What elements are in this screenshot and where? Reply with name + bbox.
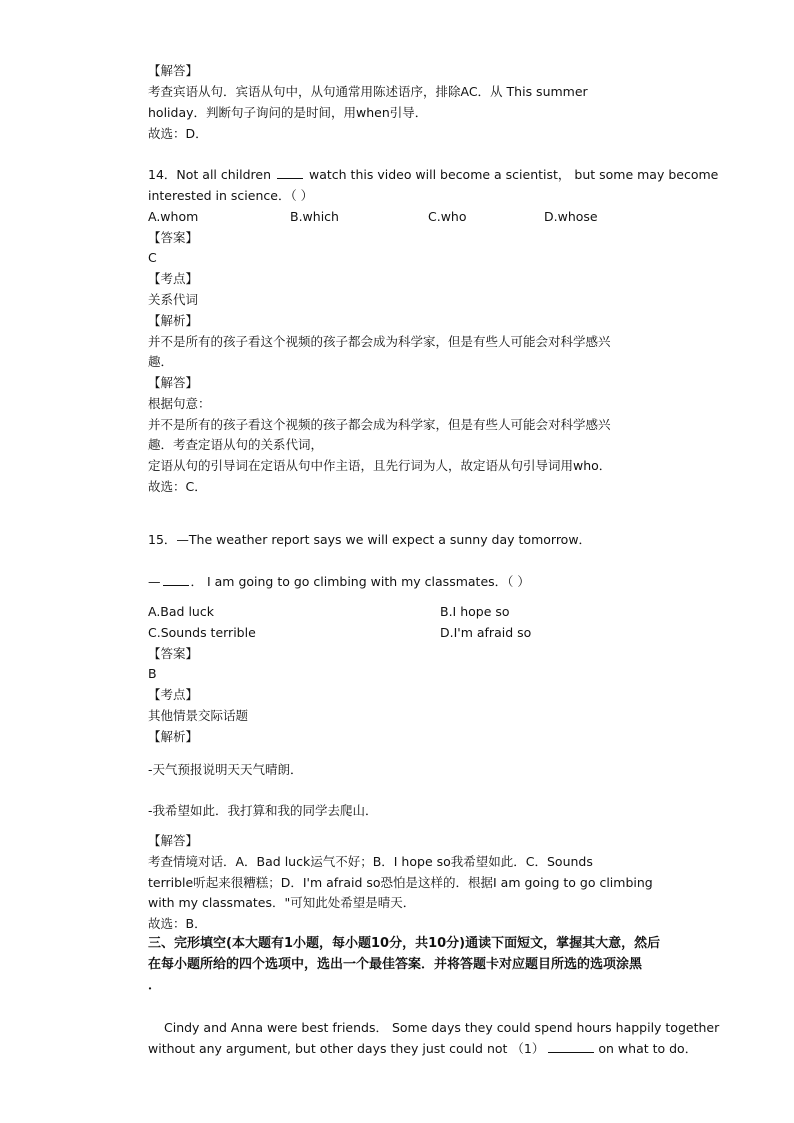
point-text: 其他情景交际话题 — [148, 708, 249, 723]
solution-text: 并不是所有的孩子看这个视频的孩子都会成为科学家，但是有些人可能会对科学感兴 — [148, 417, 611, 432]
section-heading: 三、完形填空(本大题有1小题，每小题10分，共10分)通读下面短文，掌握其大意，然后 — [148, 936, 661, 951]
question-14-stem — [148, 167, 718, 183]
point-heading: 【考点】 — [148, 687, 199, 702]
analysis-text: -天气预报说明天天气晴朗． — [148, 762, 303, 777]
solution-text: 定语从句的引导词在定语从句中作主语，且先行词为人，故定语从句引导词用who． — [148, 458, 612, 473]
analysis-text: -我希望如此．我打算和我的同学去爬山． — [148, 803, 378, 818]
solution-heading: 【解答】 — [148, 375, 199, 390]
answer-heading: 【答案】 — [148, 230, 199, 245]
passage-text — [148, 1041, 697, 1057]
solution-text: 趣．考查定语从句的关系代词， — [148, 437, 324, 452]
option-c: C.who — [428, 209, 467, 224]
stem-part: ． I am going to go climbing with my classmates．（ ） — [190, 574, 530, 589]
solution-text: 考查宾语从句．宾语从句中，从句通常用陈述语序，排除AC．从 This summer — [148, 84, 588, 99]
stem-part: — — [148, 574, 161, 589]
solution-text: terrible听起来很糟糕；D．I'm afraid so恐怕是这样的．根据I am going to go climbing — [148, 875, 653, 890]
option-b: B.which — [290, 209, 339, 224]
analysis-text: 并不是所有的孩子看这个视频的孩子都会成为科学家，但是有些人可能会对科学感兴 — [148, 334, 611, 349]
analysis-text: 趣． — [148, 354, 174, 369]
solution-text: 根据句意： — [148, 396, 211, 411]
answer-blank — [277, 167, 303, 179]
option-d: D.whose — [544, 209, 598, 224]
answer-value: B — [148, 666, 157, 681]
analysis-heading: 【解析】 — [148, 313, 199, 328]
solution-heading: 【解答】 — [148, 833, 199, 848]
passage-part: on what to do． — [598, 1041, 698, 1056]
point-text: 关系代词 — [148, 292, 199, 307]
final-answer: 故选：B． — [148, 916, 207, 931]
solution-text: 考查情境对话．A．Bad luck运气不好；B．I hope so我希望如此．C．Sounds — [148, 854, 593, 869]
passage-part: without any argument, but other days they just could not （1） — [148, 1041, 545, 1056]
solution-text: with my classmates．"可知此处希望是晴天． — [148, 895, 416, 910]
final-answer: 故选：C． — [148, 479, 207, 494]
question-14-stem-cont: interested in science．（ ） — [148, 188, 314, 203]
option-b: B.I hope so — [440, 604, 510, 619]
analysis-heading: 【解析】 — [148, 729, 199, 744]
section-heading: ． — [148, 978, 162, 993]
point-heading: 【考点】 — [148, 271, 199, 286]
final-answer: 故选：D． — [148, 126, 208, 141]
question-15-stem: 15．—The weather report says we will expect a sunny day tomorrow． — [148, 532, 592, 547]
option-a: A.whom — [148, 209, 199, 224]
solution-text: holiday．判断句子询问的是时间，用when引导． — [148, 105, 428, 120]
answer-blank — [163, 574, 189, 586]
option-a: A.Bad luck — [148, 604, 214, 619]
question-15-reply — [148, 574, 530, 590]
answer-value: C — [148, 250, 157, 265]
answer-heading: 【答案】 — [148, 646, 199, 661]
stem-part: 14．Not all children — [148, 167, 272, 182]
answer-blank — [548, 1041, 594, 1053]
stem-part: watch this video will become a scientist， but some may become — [308, 167, 719, 182]
passage-text: Cindy and Anna were best friends． Some days they could spend hours happily together — [164, 1020, 720, 1035]
option-c: C.Sounds terrible — [148, 625, 256, 640]
option-d: D.I'm afraid so — [440, 625, 532, 640]
solution-heading: 【解答】 — [148, 63, 199, 78]
section-heading: 在每小题所给的四个选项中，选出一个最佳答案．并将答题卡对应题目所选的选项涂黑 — [148, 957, 643, 972]
